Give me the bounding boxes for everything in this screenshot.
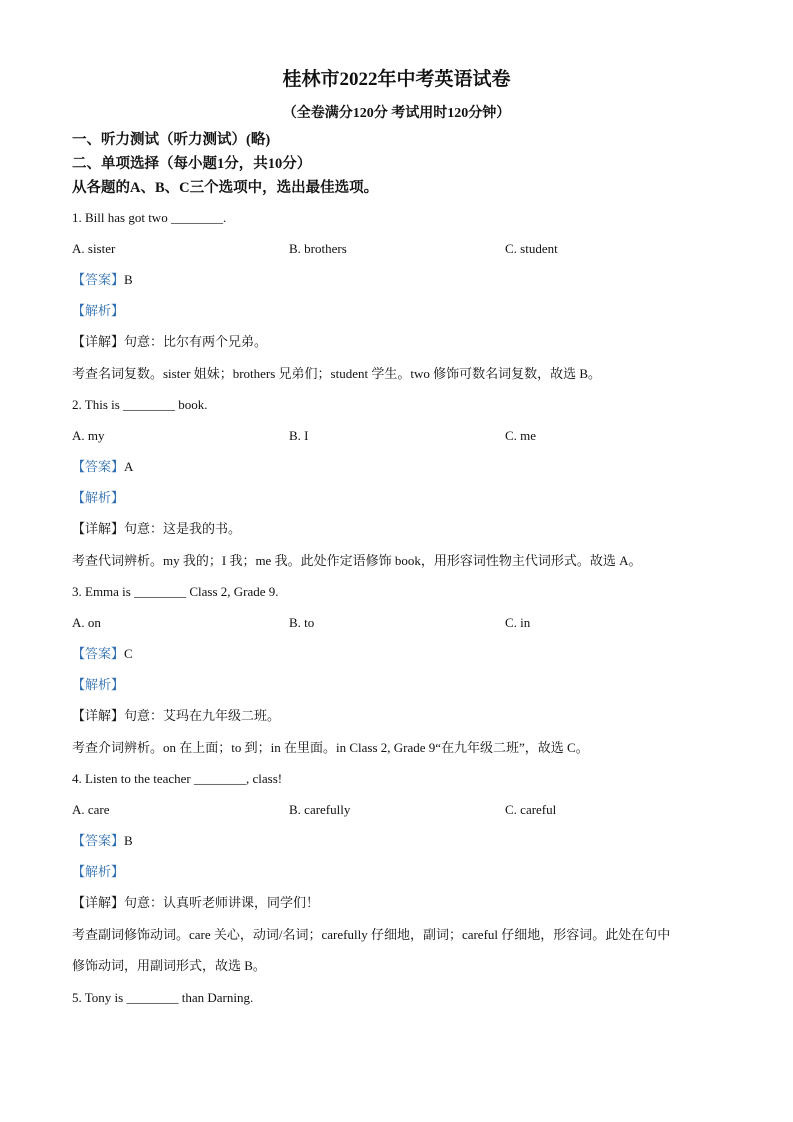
answer-tag: 【答案】: [72, 459, 125, 474]
detail-tag: 【详解】: [72, 521, 125, 536]
detail-tag: 【详解】: [72, 708, 125, 723]
question-2-option-b: B. I: [289, 428, 309, 443]
question-3-option-c: C. in: [505, 615, 531, 630]
answer-tag: 【答案】: [72, 646, 125, 661]
question-3-answer: [72, 644, 133, 664]
question-3-analysis: [72, 675, 124, 695]
page-title: 桂林市2022年中考英语试卷: [282, 69, 511, 90]
instruction-text: 从各题的A、B、C三个选项中，选出最佳选项。: [72, 180, 379, 196]
question-1-detail: [72, 332, 267, 352]
answer-value: B: [124, 833, 133, 848]
question-3-option-b: B. to: [289, 615, 315, 630]
answer-tag: 【答案】: [72, 833, 125, 848]
detail-tag: 【详解】: [72, 895, 125, 910]
question-2-stem: 2. This is ________ book.: [72, 397, 208, 412]
question-1-analysis: [72, 301, 124, 321]
section-2-heading: 二、单项选择（每小题1分，共10分）: [72, 156, 312, 172]
question-2-option-c: C. me: [505, 428, 537, 443]
page-subtitle: （全卷满分120分 考试用时120分钟）: [282, 106, 511, 121]
section-1-heading: 一、听力测试（听力测试）(略): [72, 132, 271, 148]
question-4-analysis: [72, 862, 124, 882]
question-4-option-c: C. careful: [505, 802, 557, 817]
detail-text: 句意：比尔有两个兄弟。: [124, 334, 268, 349]
answer-value: A: [124, 459, 134, 474]
question-3-option-a: A. on: [72, 615, 101, 630]
question-4-stem: 4. Listen to the teacher ________, class!: [72, 771, 283, 786]
analysis-tag: 【解析】: [72, 864, 125, 879]
question-3-detail: [72, 706, 280, 726]
question-4-option-a: A. care: [72, 802, 110, 817]
question-1-option-a: A. sister: [72, 241, 116, 256]
answer-tag: 【答案】: [72, 272, 125, 287]
question-1-option-c: C. student: [505, 241, 558, 256]
detail-text: 句意：认真听老师讲课，同学们！: [124, 895, 320, 910]
question-2-explanation: 考查代词辨析。my 我的；I 我；me 我。此处作定语修饰 book，用形容词性物主代词形式。故选 A。: [72, 553, 642, 568]
answer-value: B: [124, 272, 133, 287]
question-4-explanation-line-2: 修饰动词，用副词形式，故选 B。: [72, 958, 266, 973]
question-4-detail: [72, 893, 319, 913]
question-2-analysis: [72, 488, 124, 508]
question-1-explanation: 考查名词复数。sister 姐妹；brothers 兄弟们；student 学生。two 修饰可数名词复数，故选 B。: [72, 366, 602, 381]
question-1-option-b: B. brothers: [289, 241, 347, 256]
question-2-detail: [72, 519, 241, 539]
question-5-stem: 5. Tony is ________ than Darning.: [72, 990, 254, 1005]
detail-text: 句意：艾玛在九年级二班。: [124, 708, 281, 723]
question-3-explanation: 考查介词辨析。on 在上面；to 到；in 在里面。in Class 2, Grade 9“在九年级二班”，故选 C。: [72, 740, 589, 755]
question-1-stem: 1. Bill has got two ________.: [72, 210, 227, 225]
detail-text: 句意：这是我的书。: [124, 521, 242, 536]
detail-tag: 【详解】: [72, 334, 125, 349]
question-4-explanation-line-1: 考查副词修饰动词。care 关心，动词/名词；carefully 仔细地，副词；careful 仔细地，形容词。此处在句中: [72, 927, 671, 942]
question-2-option-a: A. my: [72, 428, 105, 443]
question-2-answer: [72, 457, 133, 477]
answer-value: C: [124, 646, 133, 661]
question-3-stem: 3. Emma is ________ Class 2, Grade 9.: [72, 584, 279, 599]
question-4-option-b: B. carefully: [289, 802, 351, 817]
question-4-answer: [72, 831, 133, 851]
analysis-tag: 【解析】: [72, 677, 125, 692]
analysis-tag: 【解析】: [72, 490, 125, 505]
analysis-tag: 【解析】: [72, 303, 125, 318]
question-1-answer: [72, 270, 133, 290]
